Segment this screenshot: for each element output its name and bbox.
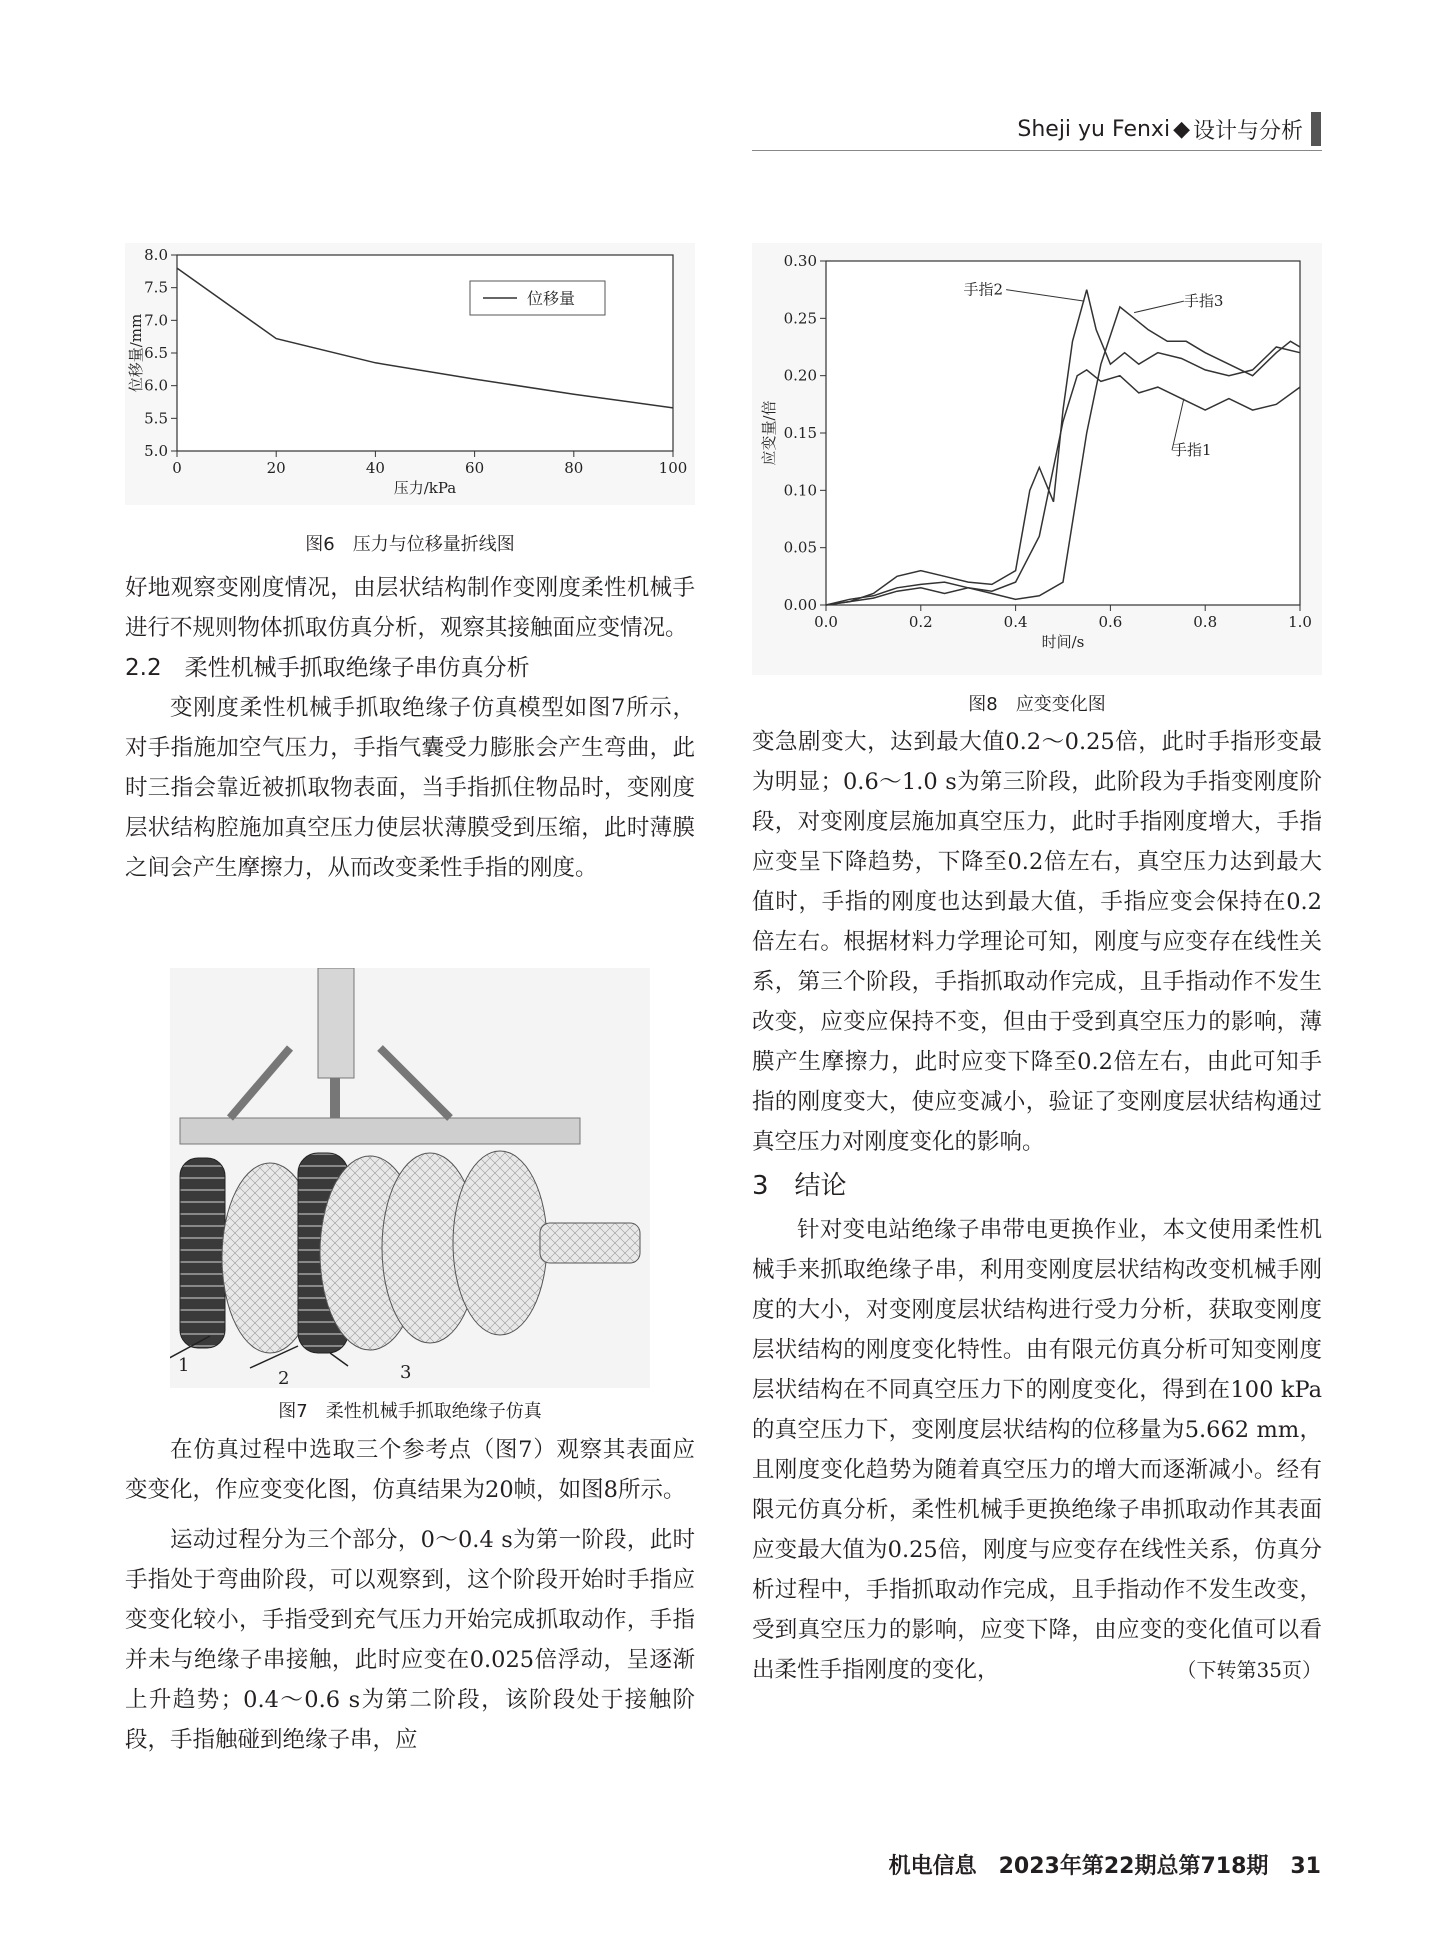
- y-tick-label: 7.0: [144, 311, 168, 330]
- x-tick-label: 80: [564, 459, 584, 477]
- x-axis-label: 时间/s: [1041, 633, 1085, 651]
- figure-8-chart: [752, 243, 1322, 675]
- y-tick-label: 5.0: [144, 442, 168, 460]
- paragraph: 变急剧变大，达到最大值0.2～0.25倍，此时手指形变最为明显；0.6～1.0 s为第三阶段，此阶段为手指变刚度阶段，对变刚度层施加真空压力，此时手指刚度增大，手指应变呈下降趋势，下降至0.2倍左右，真空压力达到最大值时，手指的刚度也达到最大值，手指应变会保持在0.2倍左右。根据材料力学理论可知，刚度与应变存在线性关系，第三个阶段，手指抓取动作完成，且手指动作不发生改变，应变应保持不变，但由于受到真空压力的影响，薄膜产生摩擦力，此时应变下降至0.2倍左右，由此可知手指的刚度变大，使应变减小，验证了变刚度层状结构通过真空压力对刚度变化的影响。: [752, 729, 1322, 1155]
- section-3-heading: 3 结论: [752, 1171, 847, 1201]
- figure-7-label-3: 3: [400, 1362, 412, 1383]
- x-tick-label: 0: [172, 459, 182, 477]
- x-tick-label: 20: [266, 459, 286, 477]
- paragraph: 在仿真过程中选取三个参考点（图7）观察其表面应变变化，作应变变化图，仿真结果为20帧，如图8所示。: [125, 1437, 695, 1503]
- x-tick-label: 100: [658, 459, 688, 477]
- y-tick-label: 0.00: [783, 596, 817, 614]
- figure-7-caption: 图7 柔性机械手抓取绝缘子仿真: [278, 1401, 542, 1422]
- paragraph: 变刚度柔性机械手抓取绝缘子仿真模型如图7所示，对手指施加空气压力，手指气囊受力膨胀会产生弯曲，此时三指会靠近被抓取物表面，当手指抓住物品时，变刚度层状结构腔施加真空压力使层状薄膜受到压缩，此时薄膜之间会产生摩擦力，从而改变柔性手指的刚度。: [125, 695, 695, 881]
- series-annotation: 手指2: [963, 280, 1004, 299]
- paragraph: 运动过程分为三个部分，0～0.4 s为第一阶段，此时手指处于弯曲阶段，可以观察到，这个阶段开始时手指应变变化较小，手指受到充气压力开始完成抓取动作，手指并未与绝缘子串接触，此时应变在0.025倍浮动，呈逐渐上升趋势；0.4～0.6 s为第二阶段，该阶段处于接触阶段，手指触碰到绝缘子串，应: [125, 1527, 695, 1753]
- header-bar: [1311, 112, 1321, 146]
- figure-6-chart: [125, 243, 695, 505]
- x-tick-label: 0.2: [908, 613, 933, 631]
- section-name: 设计与分析: [1192, 118, 1303, 144]
- figure-7-label-1: 1: [178, 1355, 190, 1376]
- journal-pinyin: Sheji yu Fenxi: [1017, 116, 1171, 142]
- page-footer: 机电信息 2023年第22期总第718期 31: [888, 1854, 1321, 1879]
- header-rule: [752, 150, 1322, 151]
- y-tick-label: 0.05: [783, 538, 817, 557]
- left-column-top: [125, 568, 695, 888]
- y-tick-label: 6.5: [144, 344, 168, 362]
- y-axis-label: 位移量/mm: [127, 313, 145, 393]
- paragraph: [752, 1210, 1322, 1690]
- y-tick-label: 0.10: [783, 481, 817, 500]
- figure-7-label-2: 2: [278, 1368, 290, 1389]
- series-annotation: 手指3: [1183, 292, 1224, 311]
- x-tick-label: 0.6: [1098, 613, 1123, 631]
- legend-label: 位移量: [527, 289, 576, 308]
- y-tick-label: 0.30: [783, 252, 817, 270]
- x-tick-label: 0.0: [814, 613, 838, 631]
- x-tick-label: 60: [465, 459, 485, 477]
- x-tick-label: 40: [365, 459, 385, 477]
- figure-7-illustration: [170, 968, 650, 1388]
- x-tick-label: 1.0: [1288, 613, 1312, 631]
- y-tick-label: 0.20: [783, 366, 817, 385]
- running-header: [1017, 112, 1321, 146]
- x-axis-label: 压力/kPa: [393, 479, 457, 497]
- y-tick-label: 0.15: [783, 424, 817, 442]
- right-column: [752, 722, 1322, 1690]
- y-tick-label: 6.0: [144, 376, 168, 395]
- x-tick-label: 0.8: [1193, 613, 1218, 631]
- y-tick-label: 8.0: [144, 246, 168, 264]
- paragraph: 好地观察变刚度情况，由层状结构制作变刚度柔性机械手进行不规则物体抓取仿真分析，观察其接触面应变情况。: [125, 575, 695, 641]
- figure-6-caption: 图6 压力与位移量折线图: [305, 534, 515, 555]
- y-tick-label: 7.5: [144, 278, 168, 297]
- left-column-bottom: [125, 1430, 695, 1760]
- continued-note: （下转第35页）: [1176, 1658, 1322, 1682]
- x-tick-label: 0.4: [1003, 613, 1028, 631]
- y-tick-label: 5.5: [144, 409, 168, 428]
- section-2-2-heading: 2.2 柔性机械手抓取绝缘子串仿真分析: [125, 655, 530, 681]
- y-axis-label: 应变量/倍: [760, 400, 778, 466]
- plot-area: [826, 261, 1300, 605]
- diamond-icon: ◆: [1173, 116, 1190, 142]
- figure-8-caption: 图8 应变变化图: [968, 694, 1106, 715]
- paragraph-text: 针对变电站绝缘子串带电更换作业，本文使用柔性机械手来抓取绝缘子串，利用变刚度层状结构改变机械手刚度的大小，对变刚度层状结构进行受力分析，获取变刚度层状结构的刚度变化特性。由有限元仿真分析可知变刚度层状结构在不同真空压力下的刚度变化，得到在100 kPa的真空压力下，变刚度层状结构的位移量为5.662 mm，且刚度变化趋势为随着真空压力的增大而逐渐减小。经有限元仿真分析，柔性机械手更换绝缘子串抓取动作其表面应变最大值为0.25倍，刚度与应变存在线性关系，仿真分析过程中，手指抓取动作完成，且手指动作不发生改变，受到真空压力的影响，应变下降，由应变的变化值可以看出柔性手指刚度的变化，: [752, 1217, 1322, 1683]
- y-tick-label: 0.25: [783, 309, 817, 328]
- series-annotation: 手指1: [1172, 441, 1212, 460]
